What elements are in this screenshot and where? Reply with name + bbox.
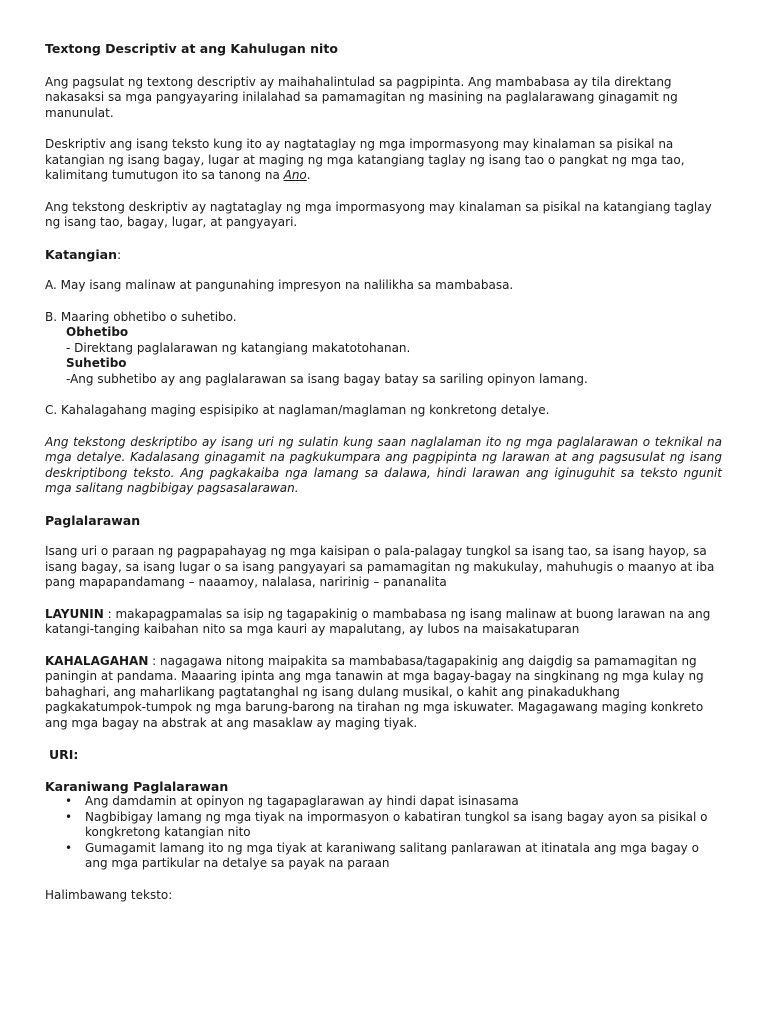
suhetibo-description: -Ang subhetibo ay ang paglalarawan sa isang bagay batay sa sariling opinyon lamang. xyxy=(66,371,588,386)
katangian-colon: : xyxy=(117,246,122,262)
uri-heading: URI: xyxy=(49,747,79,762)
karaniwang-heading: Karaniwang Paglalarawan xyxy=(45,778,229,794)
document-title: Textong Descriptiv at ang Kahulugan nito xyxy=(45,41,338,56)
halimbawa-label: Halimbawang teksto: xyxy=(45,887,173,902)
katangian-label: Katangian xyxy=(45,246,117,262)
kahalagahan-text: : nagagawa nitong maipakita sa mambabasa/tagapakinig ang daigdig sa pamamagitan ng paningin at pandama. Maaaring ipinta ang mga tanawin at mga bagay-bagay na singkinang ng mga kulay ng bahaghari, ang maharlikang pagtatanghal ng isang dulang musikal, o kahit ang pinakadukhang pagkakatumpok-tumpok ng mga barung-barong na tirahan ng mga iskuwater. Magagawang maging konkreto ang mga bagay na abstrak at ang masaklaw ay maging tiyak. xyxy=(45,653,704,730)
bullet-icon: • xyxy=(65,809,73,824)
paglalarawan-paragraph: Isang uri o paraan ng pagpapahayag ng mga kaisipan o pala-palagay tungkol sa isang tao, sa isang hayop, sa isang bagay, sa isang lugar o sa isang pangyayari sa pamamagitan ng makukulay, mahuhugis o maanyo at iba pang mapapandamang – naaamoy, nalalasa, naririnig – pananalita xyxy=(45,544,715,589)
obhetibo-description: - Direktang paglalarawan ng katangiang makatotohanan. xyxy=(66,340,411,355)
definition-paragraph xyxy=(45,137,722,184)
paglalarawan-heading: Paglalarawan xyxy=(45,512,141,528)
kahalagahan-paragraph xyxy=(45,654,722,732)
ano-word: Ano xyxy=(283,168,307,182)
italic-paragraph: Ang tekstong deskriptibo ay isang uri ng sulatin kung saan naglalaman ito ng mga paglalarawan o teknikal na mga detalye. Kadalasang ginagamit na pagkukumpara ang pagpipinta ng larawan at ang pagsusulat ng isang deskriptibong teksto. Ang pagkakaiba nga lamang sa dalawa, hindi larawan ang iginuguhit sa teksto ngunit mga salitang nagbibigay pagsasalarawan. xyxy=(45,434,722,495)
intro-paragraph: Ang pagsulat ng textong descriptiv ay maihahalintulad sa pagpipinta. Ang mambabasa ay tila direktang nakasaksi sa mga pangyayaring inilalahad sa pamamagitan ng masining na paglalarawang ginagamit ng manunulat. xyxy=(45,74,678,120)
list-item-text: Ang damdamin at opinyon ng tagapaglarawan ay hindi dapat isinasama xyxy=(85,794,519,808)
definition-end: . xyxy=(306,168,311,182)
list-item xyxy=(65,810,722,841)
kahalagahan-label: KAHALAGAHAN xyxy=(45,653,149,668)
list-item-text: Nagbibigay lamang ng mga tiyak na impormasyon o kabatiran tungkol sa isang bagay ayon sa pisikal o kongkretong katangian nito xyxy=(85,809,708,839)
suhetibo-label: Suhetibo xyxy=(66,356,127,370)
list-item-text: Gumagamit lamang ito ng mga tiyak at karaniwang salitang panlarawan at itinatala ang mga bagay o ang mga partikular na detalye sa payak na paraan xyxy=(85,840,699,870)
definition-text: Deskriptiv ang isang teksto kung ito ay nagtataglay ng mga impormasyong may kinalaman sa pisikal na katangian ng isang bagay, lugar at maging ng mga katangiang taglay ng isang tao o pangkat ng mga tao, kalimitang tumutugon ito sa tanong na xyxy=(45,137,685,182)
karaniwang-list xyxy=(45,794,722,872)
bullet-icon: • xyxy=(65,794,73,808)
list-item xyxy=(65,841,722,872)
item-a: A. May isang malinaw at pangunahing impresyon na nalilikha sa mambabasa. xyxy=(45,278,514,292)
layunin-text: : makapagpamalas sa isip ng tagapakinig o mambabasa ng isang malinaw at buong larawan na ang katangi-tanging kaibahan nito sa mga kauri ay mapalutang, ay lubos na maisakatuparan xyxy=(45,606,711,636)
bullet-icon: • xyxy=(65,840,73,855)
list-item xyxy=(65,794,722,810)
item-c: C. Kahalagahang maging espisipiko at naglaman/maglaman ng konkretong detalye. xyxy=(45,403,550,417)
layunin-label: LAYUNIN xyxy=(45,606,104,621)
item-b: B. Maaring obhetibo o suhetibo. xyxy=(45,309,237,324)
layunin-paragraph xyxy=(45,607,722,638)
katangian-heading xyxy=(45,247,722,263)
definition-paragraph-2: Ang tekstong deskriptiv ay nagtataglay ng mga impormasyong may kinalaman sa pisikal na katangiang taglay ng isang tao, bagay, lugar, at pangyayari. xyxy=(45,199,712,229)
obhetibo-label: Obhetibo xyxy=(66,325,129,339)
item-b-block xyxy=(45,310,722,388)
